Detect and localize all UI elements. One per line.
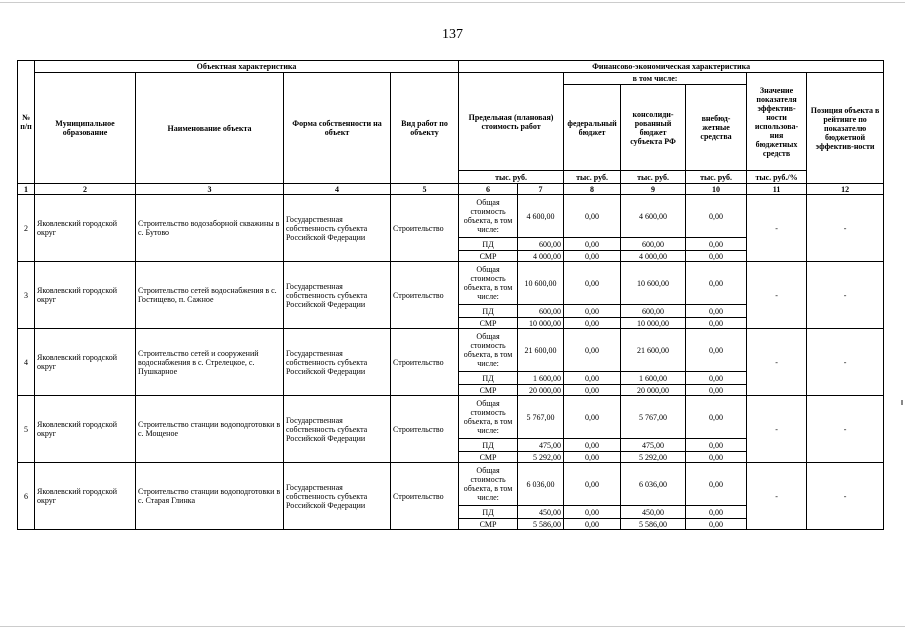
col-number: 10 [686, 184, 747, 195]
extrabudget-value: 0,00 [686, 195, 747, 238]
header-row-groups [18, 61, 884, 73]
pd-extrabudget-value: 0,00 [686, 372, 747, 385]
pd-label: ПД [459, 305, 518, 318]
federal-value: 0,00 [564, 396, 621, 439]
rating-value: - [807, 329, 884, 396]
col-number: 7 [518, 184, 564, 195]
pd-consolidated-value: 600,00 [621, 238, 686, 251]
pd-value: 475,00 [518, 439, 564, 452]
object-name-cell: Строительство станции водоподготовки в с. Мощеное [136, 396, 284, 463]
pd-extrabudget-value: 0,00 [686, 305, 747, 318]
work-type-cell: Строительство [391, 195, 459, 262]
header-finance-group: Финансово-экономическая характеристика [459, 61, 884, 73]
scan-top-edge [0, 2, 905, 3]
consolidated-value: 4 600,00 [621, 195, 686, 238]
table-row [18, 396, 884, 439]
row-number: 3 [18, 262, 35, 329]
consolidated-value: 21 600,00 [621, 329, 686, 372]
work-type-cell: Строительство [391, 262, 459, 329]
smr-extrabudget-value: 0,00 [686, 385, 747, 396]
pd-value: 1 600,00 [518, 372, 564, 385]
smr-extrabudget-value: 0,00 [686, 519, 747, 530]
efficiency-value: - [747, 396, 807, 463]
total-cost-value: 10 600,00 [518, 262, 564, 305]
col-number: 6 [459, 184, 518, 195]
pd-federal-value: 0,00 [564, 506, 621, 519]
pd-federal-value: 0,00 [564, 372, 621, 385]
object-name-cell: Строительство сетей и сооружений водоснабжения в с. Стрелецкое, с. Пушкарное [136, 329, 284, 396]
total-cost-label: Общая стоимость объекта, в том числе: [459, 396, 518, 439]
municipality-cell: Яковлевский городской округ [35, 463, 136, 530]
pd-extrabudget-value: 0,00 [686, 439, 747, 452]
pd-federal-value: 0,00 [564, 305, 621, 318]
smr-label: СМР [459, 452, 518, 463]
row-number: 5 [18, 396, 35, 463]
pd-label: ПД [459, 506, 518, 519]
rating-value: - [807, 262, 884, 329]
total-cost-label: Общая стоимость объекта, в том числе: [459, 195, 518, 238]
smr-label: СМР [459, 519, 518, 530]
smr-value: 20 000,00 [518, 385, 564, 396]
row-number: 4 [18, 329, 35, 396]
consolidated-value: 5 767,00 [621, 396, 686, 439]
extrabudget-value: 0,00 [686, 262, 747, 305]
table-row [18, 463, 884, 506]
extrabudget-value: 0,00 [686, 396, 747, 439]
work-type-cell: Строительство [391, 329, 459, 396]
object-name-cell: Строительство водозаборной скважины в с. Бутово [136, 195, 284, 262]
header-total-cost: Предельная (плановая) стоимость работ [459, 73, 564, 171]
table-row [18, 329, 884, 372]
efficiency-value: - [747, 195, 807, 262]
total-cost-value: 5 767,00 [518, 396, 564, 439]
scan-margin-mark [901, 400, 903, 405]
pd-value: 600,00 [518, 305, 564, 318]
extrabudget-value: 0,00 [686, 463, 747, 506]
consolidated-value: 6 036,00 [621, 463, 686, 506]
efficiency-value: - [747, 329, 807, 396]
header-municipality: Муниципальное образование [35, 73, 136, 184]
municipality-cell: Яковлевский городской округ [35, 262, 136, 329]
total-cost-value: 21 600,00 [518, 329, 564, 372]
pd-extrabudget-value: 0,00 [686, 238, 747, 251]
pd-value: 600,00 [518, 238, 564, 251]
header-ownership: Форма собственности на объект [284, 73, 391, 184]
ownership-cell: Государственная собственность субъекта Российской Федерации [284, 329, 391, 396]
smr-federal-value: 0,00 [564, 452, 621, 463]
total-cost-label: Общая стоимость объекта, в том числе: [459, 329, 518, 372]
scan-bottom-edge [0, 626, 905, 627]
col-number: 9 [621, 184, 686, 195]
total-cost-value: 6 036,00 [518, 463, 564, 506]
col-number: 1 [18, 184, 35, 195]
rating-value: - [807, 195, 884, 262]
pd-consolidated-value: 475,00 [621, 439, 686, 452]
col-number: 8 [564, 184, 621, 195]
pd-value: 450,00 [518, 506, 564, 519]
efficiency-value: - [747, 262, 807, 329]
rating-value: - [807, 463, 884, 530]
smr-consolidated-value: 5 586,00 [621, 519, 686, 530]
federal-value: 0,00 [564, 329, 621, 372]
page-number: 137 [442, 27, 463, 42]
pd-consolidated-value: 1 600,00 [621, 372, 686, 385]
extrabudget-value: 0,00 [686, 329, 747, 372]
header-efficiency: Значение показателя эффектив-ности использова-ния бюджетных средств [747, 73, 807, 171]
object-name-cell: Строительство станции водоподготовки в с. Старая Глинка [136, 463, 284, 530]
municipality-cell: Яковлевский городской округ [35, 396, 136, 463]
header-extrabudget: внебюд-жетные средства [686, 85, 747, 171]
investment-objects-table [17, 60, 884, 530]
col-number: 12 [807, 184, 884, 195]
row-number: 2 [18, 195, 35, 262]
smr-federal-value: 0,00 [564, 385, 621, 396]
work-type-cell: Строительство [391, 396, 459, 463]
pd-consolidated-value: 600,00 [621, 305, 686, 318]
smr-federal-value: 0,00 [564, 519, 621, 530]
header-object-group: Объектная характеристика [35, 61, 459, 73]
federal-value: 0,00 [564, 195, 621, 238]
header-including: в том числе: [564, 73, 747, 85]
unit-efficiency: тыс. руб./% [747, 171, 807, 184]
smr-label: СМР [459, 251, 518, 262]
total-cost-label: Общая стоимость объекта, в том числе: [459, 262, 518, 305]
smr-consolidated-value: 5 292,00 [621, 452, 686, 463]
ownership-cell: Государственная собственность субъекта Российской Федерации [284, 262, 391, 329]
federal-value: 0,00 [564, 262, 621, 305]
total-cost-value: 4 600,00 [518, 195, 564, 238]
unit-federal: тыс. руб. [564, 171, 621, 184]
smr-consolidated-value: 10 000,00 [621, 318, 686, 329]
col-number: 5 [391, 184, 459, 195]
work-type-cell: Строительство [391, 463, 459, 530]
table-row [18, 262, 884, 305]
column-number-row [18, 184, 884, 195]
unit-cost: тыс. руб. [459, 171, 564, 184]
total-cost-label: Общая стоимость объекта, в том числе: [459, 463, 518, 506]
pd-consolidated-value: 450,00 [621, 506, 686, 519]
smr-federal-value: 0,00 [564, 251, 621, 262]
object-name-cell: Строительство сетей водоснабжения в с. Гостищево, п. Сажное [136, 262, 284, 329]
municipality-cell: Яковлевский городской округ [35, 329, 136, 396]
header-object-name: Наименование объекта [136, 73, 284, 184]
pd-extrabudget-value: 0,00 [686, 506, 747, 519]
header-consolidated: консолиди-рованный бюджет субъекта РФ [621, 85, 686, 171]
col-number: 11 [747, 184, 807, 195]
federal-value: 0,00 [564, 463, 621, 506]
pd-label: ПД [459, 439, 518, 452]
rating-value: - [807, 396, 884, 463]
header-rating: Позиция объекта в рейтинге по показателю бюджетной эффектив-ности [807, 73, 884, 184]
smr-value: 4 000,00 [518, 251, 564, 262]
header-federal: федеральный бюджет [564, 85, 621, 171]
pd-label: ПД [459, 238, 518, 251]
smr-consolidated-value: 4 000,00 [621, 251, 686, 262]
header-num: № п/п [18, 61, 35, 184]
ownership-cell: Государственная собственность субъекта Российской Федерации [284, 396, 391, 463]
smr-extrabudget-value: 0,00 [686, 318, 747, 329]
smr-value: 5 586,00 [518, 519, 564, 530]
col-number: 4 [284, 184, 391, 195]
ownership-cell: Государственная собственность субъекта Российской Федерации [284, 195, 391, 262]
col-number: 3 [136, 184, 284, 195]
unit-extrabudget: тыс. руб. [686, 171, 747, 184]
pd-federal-value: 0,00 [564, 238, 621, 251]
header-work-type: Вид работ по объекту [391, 73, 459, 184]
smr-extrabudget-value: 0,00 [686, 251, 747, 262]
smr-label: СМР [459, 385, 518, 396]
smr-label: СМР [459, 318, 518, 329]
municipality-cell: Яковлевский городской округ [35, 195, 136, 262]
unit-consolidated: тыс. руб. [621, 171, 686, 184]
smr-value: 5 292,00 [518, 452, 564, 463]
smr-extrabudget-value: 0,00 [686, 452, 747, 463]
pd-label: ПД [459, 372, 518, 385]
smr-value: 10 000,00 [518, 318, 564, 329]
pd-federal-value: 0,00 [564, 439, 621, 452]
col-number: 2 [35, 184, 136, 195]
smr-consolidated-value: 20 000,00 [621, 385, 686, 396]
ownership-cell: Государственная собственность субъекта Российской Федерации [284, 463, 391, 530]
smr-federal-value: 0,00 [564, 318, 621, 329]
efficiency-value: - [747, 463, 807, 530]
consolidated-value: 10 600,00 [621, 262, 686, 305]
header-row-including [18, 73, 884, 85]
table-row [18, 195, 884, 238]
row-number: 6 [18, 463, 35, 530]
